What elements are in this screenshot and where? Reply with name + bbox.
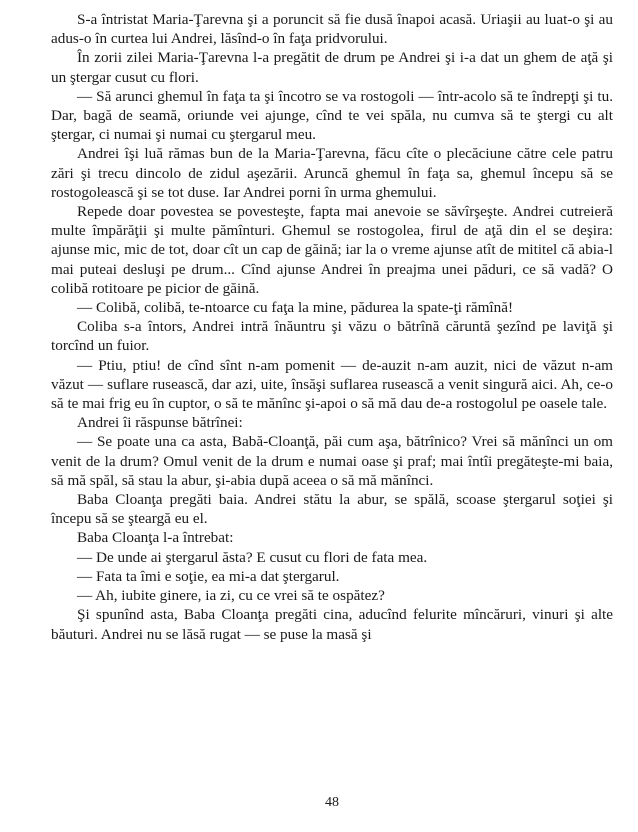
paragraph: — De unde ai ştergarul ăsta? E cusut cu flori de fata mea. bbox=[77, 548, 428, 566]
paragraph: Coliba s-a întors, Andrei intră înăuntru şi văzu o bătrînă căruntă şezînd pe laviţă şi torcînd un fuior. bbox=[51, 318, 613, 355]
paragraph: — Colibă, colibă, te-ntoarce cu faţa la mine, pădurea la spate-ţi rămînă! bbox=[77, 299, 514, 317]
text-body bbox=[51, 10, 613, 644]
paragraph: — Se poate una ca asta, Babă-Cloanţă, păi cum aşa, bătrînico? Vrei să mănînci un om venit de la drum? Omul venit de la drum e numai oase şi praf; mai întîi pregăteşte-mi baia, să mă spăl, să stau la abur, şi-abia după aceea o să mă mănînci. bbox=[51, 433, 613, 489]
page-number: 48 bbox=[325, 795, 339, 810]
paragraph: — Să arunci ghemul în faţa ta şi încotro se va rostogoli — într-acolo să te îndrepţi şi tu. Dar, bagă de seamă, oriunde vei ajunge, cînd te vei spăla, nu cumva să te ştergi cu alt ştergar, ci numai şi numai cu ştergarul meu. bbox=[51, 87, 613, 144]
paragraph: În zorii zilei Maria-Ţarevna l-a pregătit de drum pe Andrei şi i-a dat un ghem de aţă şi un ştergar cusut cu flori. bbox=[51, 49, 613, 86]
book-page bbox=[51, 10, 613, 822]
paragraph: Şi spunînd asta, Baba Cloanţa pregăti cina, aducînd felurite mîncăruri, vinuri şi alte băuturi. Andrei nu se lăsă rugat — se puse la masă şi bbox=[51, 606, 613, 643]
paragraph: — Ah, iubite ginere, ia zi, cu ce vrei să te ospătez? bbox=[77, 587, 385, 605]
paragraph: Repede doar povestea se povesteşte, fapta mai anevoie se săvîrşeşte. Andrei cutreieră multe împărăţii şi multe pămînturi. Ghemul se rostogolea, firul de aţă din el se deşira: ajunse mic, mic de tot, doar cît un cap de găină; iar la o vreme ajunse atît de mititel că abia-l mai puteai desluşi pe drum... Cînd ajunse Andrei în preajma unei păduri, ce să vadă? O colibă rotitoare pe picior de găină. bbox=[51, 203, 613, 297]
paragraph: Baba Cloanţa l-a întrebat: bbox=[77, 529, 234, 547]
paragraph: Andrei îi răspunse bătrînei: bbox=[77, 414, 243, 432]
paragraph: Andrei îşi luă rămas bun de la Maria-Ţarevna, făcu cîte o plecăciune către cele patru zări şi trecu dincolo de zidul aşezării. Aruncă ghemul în faţa sa, ghemul începu să se rostogolească şi se tot duse. Iar Andrei porni în urma ghemului. bbox=[51, 145, 613, 201]
paragraph: — Fata ta îmi e soţie, ea mi-a dat ştergarul. bbox=[77, 567, 340, 585]
paragraph: — Ptiu, ptiu! de cînd sînt n-am pomenit — de-auzit n-am auzit, nici de văzut n-am văzut — suflare rusească, dar azi, uite, însăşi suflarea rusească a venit singură aici. Ah, ce-o să te mai frig eu în cuptor, o să te mănînc şi-apoi o să mă dau de-a rostogolul pe oasele tale. bbox=[51, 356, 613, 413]
paragraph: Baba Cloanţa pregăti baia. Andrei stătu la abur, se spălă, scoase ştergarul soţiei şi începu să se şteargă eu el. bbox=[51, 491, 613, 528]
paragraph: S-a întristat Maria-Ţarevna şi a poruncit să fie dusă înapoi acasă. Uriaşii au luat-o şi au adus-o în curtea lui Andrei, lăsînd-o în faţa pridvorului. bbox=[51, 11, 613, 48]
